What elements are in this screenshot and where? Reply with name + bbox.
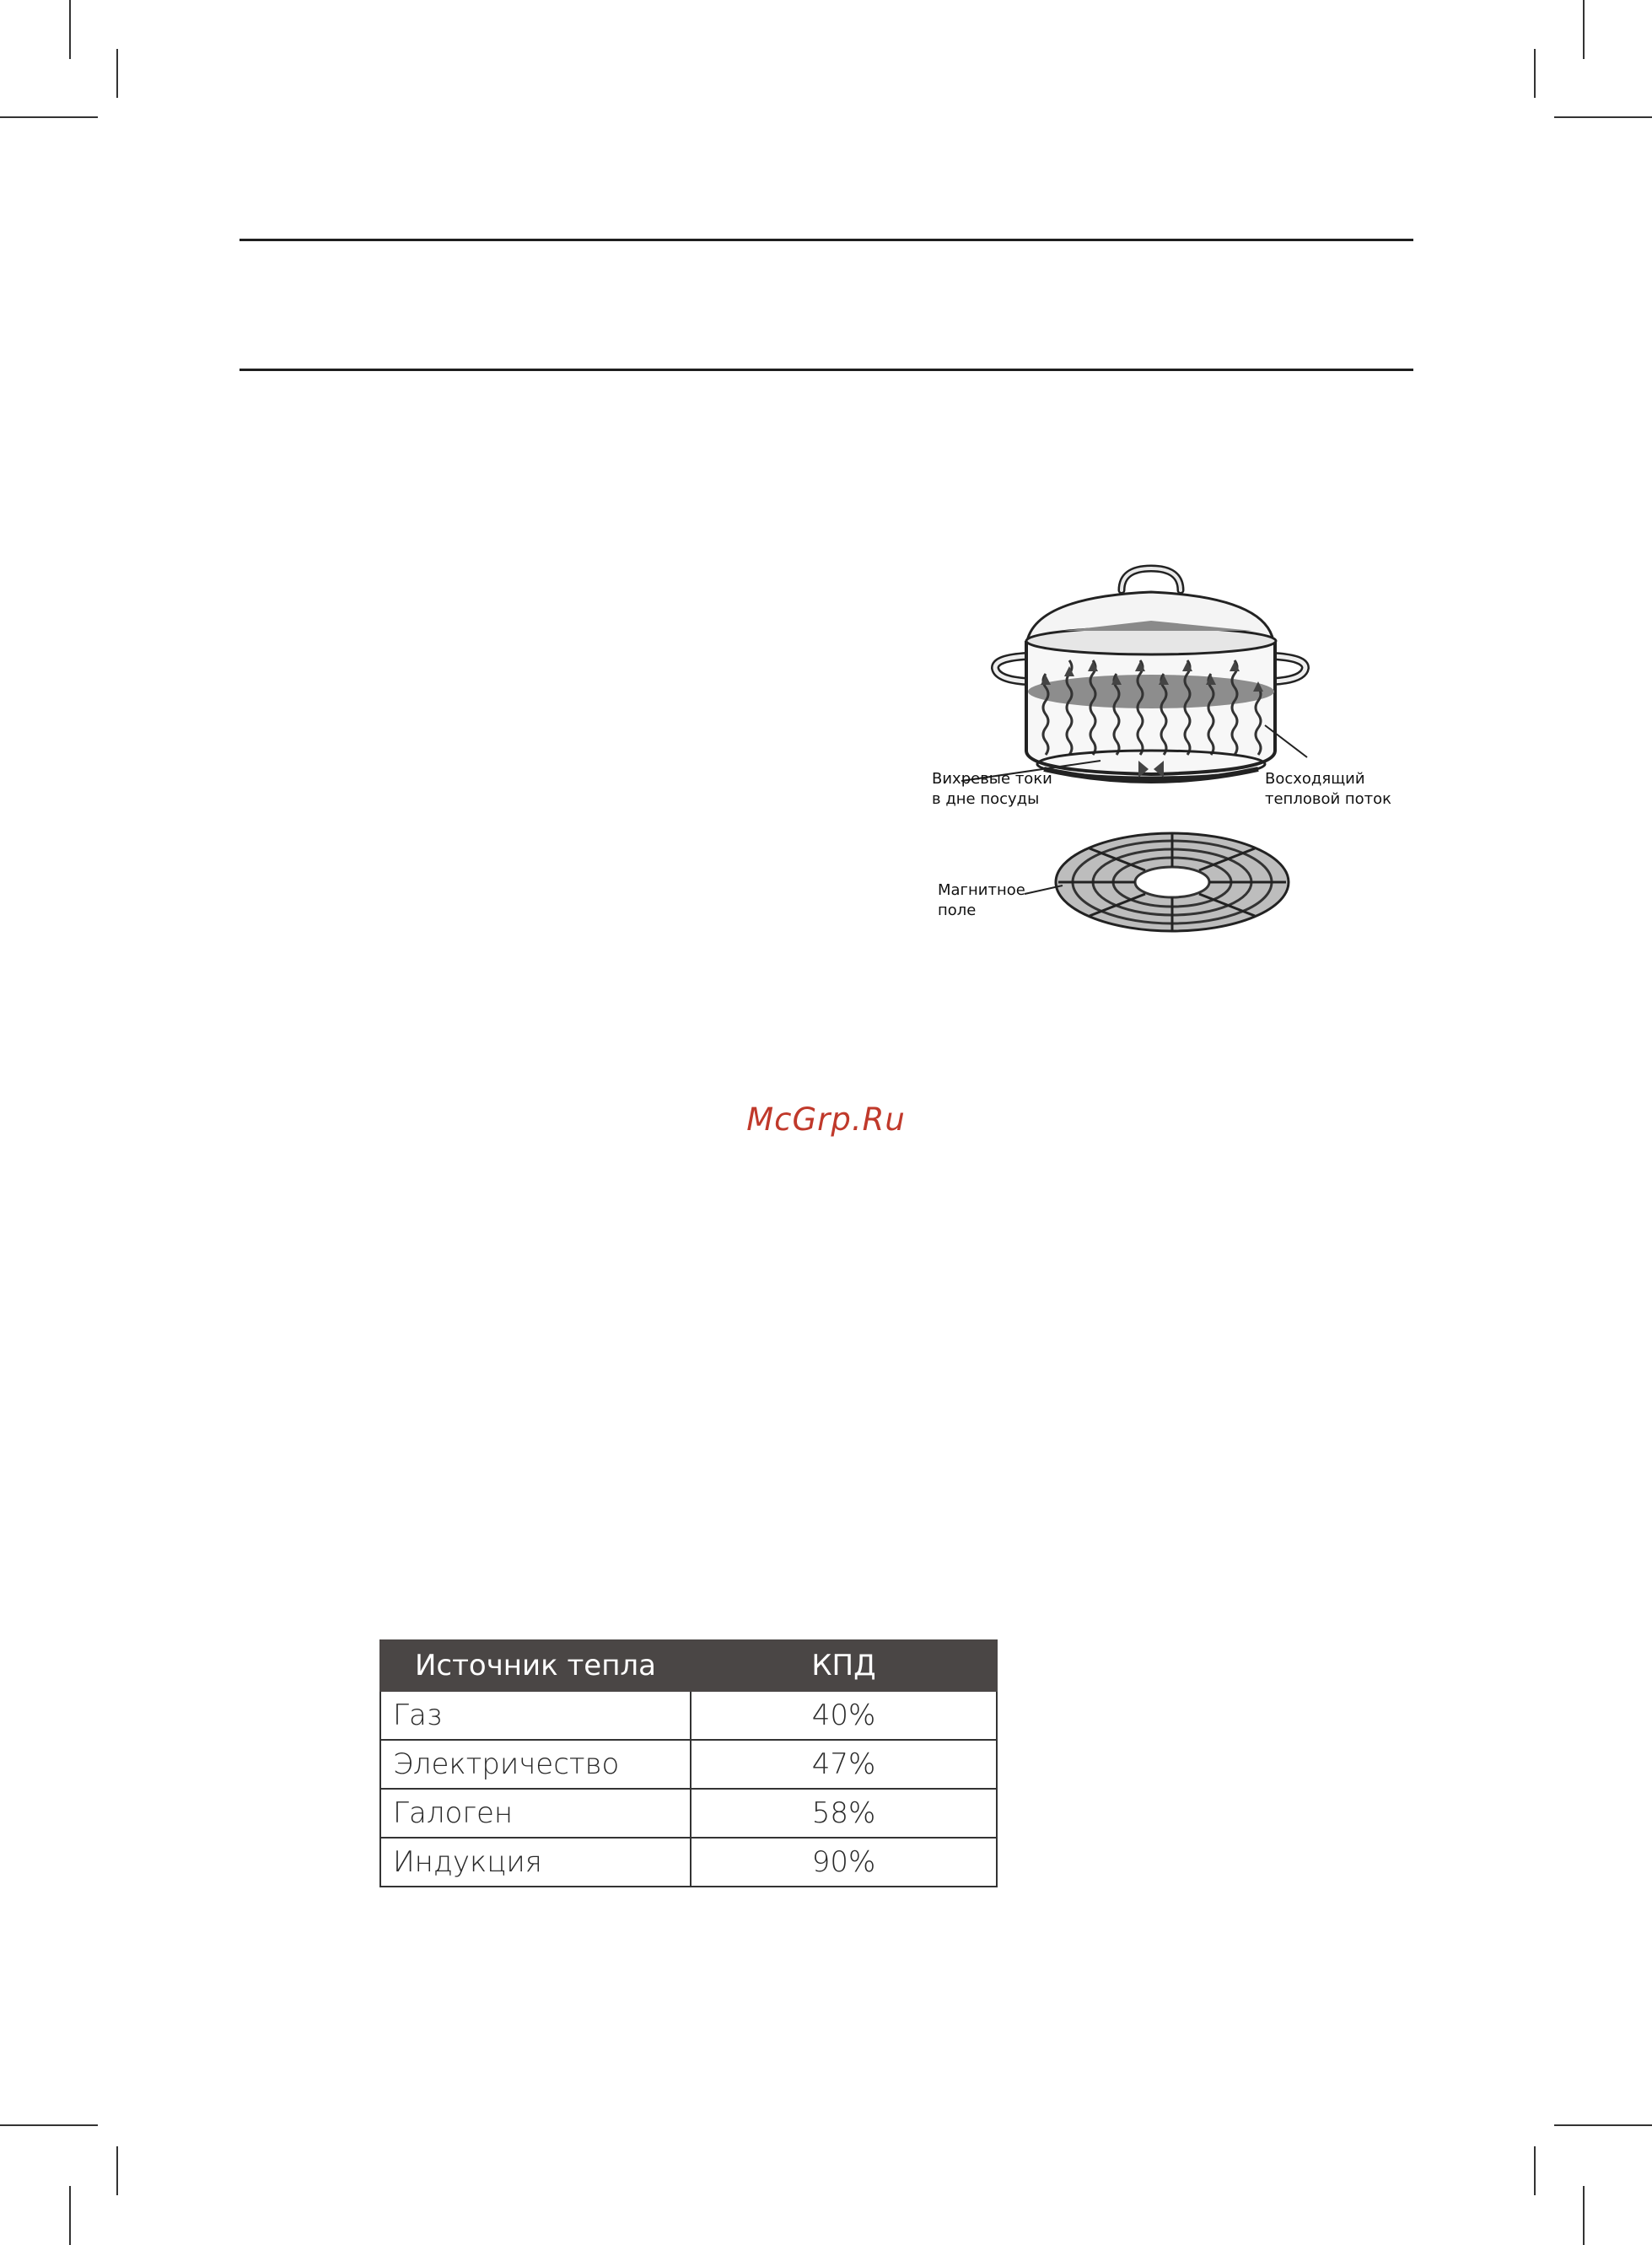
crop-mark [69,0,71,59]
crop-mark [1583,2186,1585,2245]
label-line: Магнитное [938,881,1025,899]
cell-source: Газ [380,1691,691,1740]
cell-efficiency: 90% [691,1838,997,1887]
column-header-source: Источник тепла [380,1640,691,1691]
label-line: тепловой поток [1265,790,1392,808]
crop-mark [1583,0,1585,59]
cell-source: Индукция [380,1838,691,1887]
cell-source: Электричество [380,1740,691,1789]
crop-mark [1554,2124,1652,2126]
cell-source: Галоген [380,1789,691,1838]
crop-mark [0,2124,98,2126]
label-heat-flow [1265,769,1391,810]
crop-mark [1534,49,1536,98]
cell-efficiency: 58% [691,1789,997,1838]
crop-mark [1534,2146,1536,2195]
header-rule-top [239,239,1413,241]
crop-mark [69,2186,71,2245]
efficiency-table [379,1639,998,1887]
label-line: Восходящий [1265,770,1365,788]
table-row [380,1740,997,1789]
crop-mark [0,116,98,118]
table-row [380,1838,997,1887]
table-row [380,1789,997,1838]
table-row [380,1691,997,1740]
label-line: в дне посуды [932,790,1040,808]
label-magnetic-field [938,880,1025,921]
label-eddy-currents [932,769,1052,810]
label-line: поле [938,902,977,919]
watermark: McGrp.Ru [746,1101,906,1138]
label-line: Вихревые токи [932,770,1052,788]
cell-efficiency: 40% [691,1691,997,1740]
crop-mark [1554,116,1652,118]
table-header-row [380,1640,997,1691]
header-rule-bottom [239,369,1413,371]
induction-diagram [928,548,1400,987]
crop-mark [116,2146,118,2195]
cell-efficiency: 47% [691,1740,997,1789]
crop-mark [116,49,118,98]
column-header-efficiency: КПД [691,1640,997,1691]
